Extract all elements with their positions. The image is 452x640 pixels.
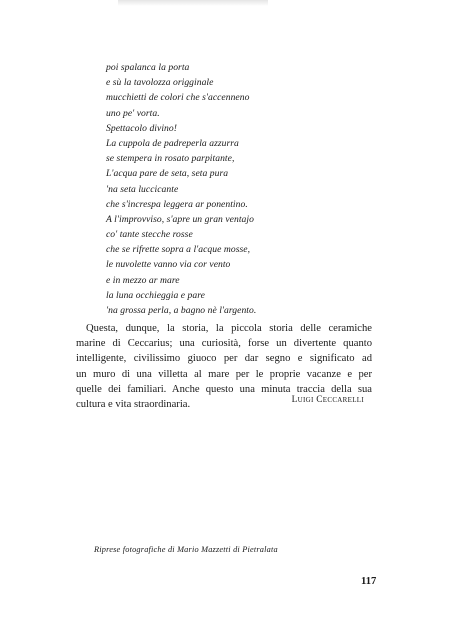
poem-line: L'acqua pare de seta, seta pura: [106, 168, 229, 180]
prose-line: Questa, dunque, la storia, la piccola storia delle ceramiche: [86, 323, 372, 334]
poem: [106, 60, 356, 318]
poem-line: le nuvolette vanno via cor vento: [106, 259, 231, 271]
poem-line: 'na seta luccicante: [106, 183, 179, 195]
poem-line: Spettacolo divino!: [106, 122, 177, 134]
poem-line: 'na grossa perla, a bagno nè l'argento.: [106, 305, 257, 316]
prose-line: quelle dei familiari. Anche questo una minuta traccia della sua: [76, 383, 372, 395]
author-signature: Luigi Ceccarelli: [291, 395, 364, 405]
poem-line: co' tante stecche rosse: [106, 229, 193, 241]
prose-line: un muro di una villetta al mare per le proprie vacanze e per: [76, 368, 372, 380]
poem-line: La cuppola de padreperla azzurra: [106, 137, 239, 149]
poem-line: la luna occhieggia e pare: [106, 289, 205, 301]
prose-line: marine di Ceccarius; una curiosità, forse un divertente quanto: [76, 338, 372, 350]
poem-line: uno pe' vorta.: [106, 107, 160, 119]
photo-credit-caption: Riprese fotografiche di Mario Mazzetti di Pietralata: [94, 545, 278, 554]
poem-line: A l'improvviso, s'apre un gran ventajo: [106, 213, 254, 225]
poem-line: se stempera in rosato parpitante,: [106, 153, 235, 165]
prose-line: intelligente, civilissimo giuoco per dar segno e significato ad: [76, 353, 372, 365]
poem-line: poi spalanca la porta: [106, 62, 190, 73]
poem-line: e sù la tavolozza origginale: [106, 77, 214, 89]
poem-line: e in mezzo ar mare: [106, 274, 180, 286]
page-number: 117: [361, 576, 377, 587]
poem-line: che s'increspa leggera ar ponentino.: [106, 198, 248, 210]
poem-line: mucchietti de colori che s'accenneno: [106, 92, 250, 104]
poem-line: che se rifrette sopra a l'acque mosse,: [106, 244, 251, 256]
scan-smudge: [118, 0, 268, 6]
prose-line: cultura e vita straordinaria.: [76, 398, 191, 410]
